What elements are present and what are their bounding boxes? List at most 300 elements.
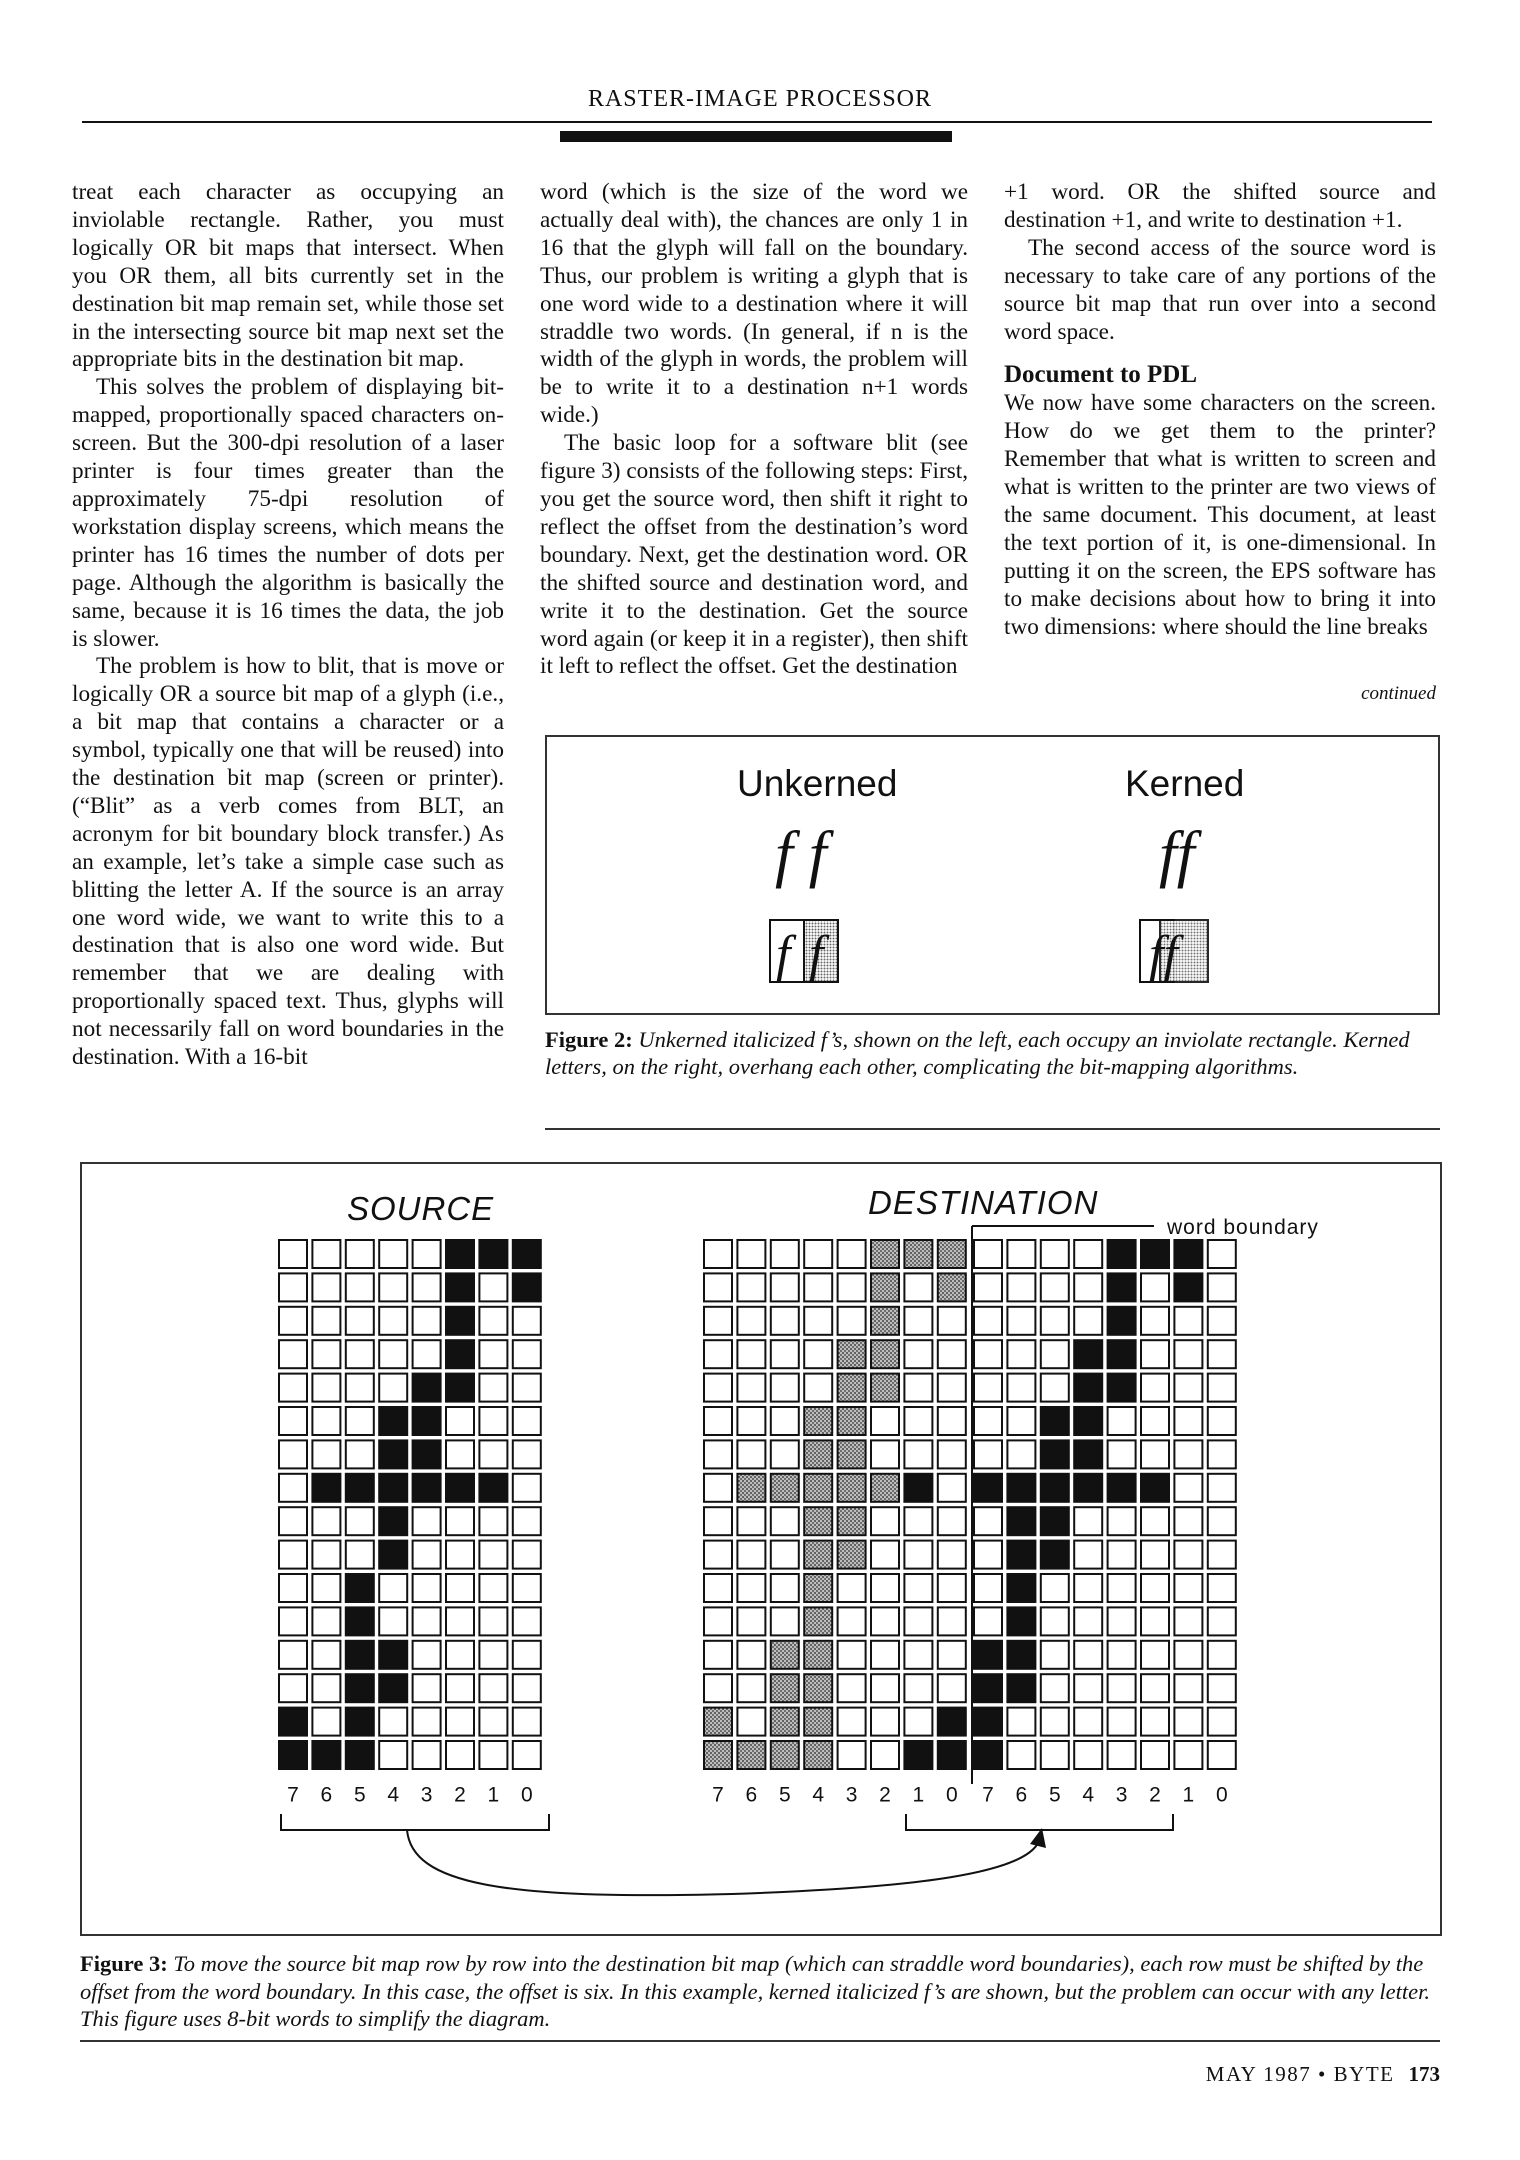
dest-left-bit-cell [938, 1507, 966, 1535]
dest-right-bit-cell [1041, 1374, 1069, 1402]
dest-right-bit-cell [1141, 1240, 1169, 1268]
source-bit-cell [513, 1440, 541, 1468]
source-bit-cell [413, 1240, 441, 1268]
source-bit-cell [513, 1507, 541, 1535]
dest-left-bit-cell [838, 1340, 866, 1368]
dest-right-bit-cell [1041, 1340, 1069, 1368]
dest-right-bit-cell [1041, 1440, 1069, 1468]
dest-left-bit-cell [771, 1541, 799, 1569]
source-bit-cell [312, 1474, 340, 1502]
source-bit-cell [279, 1374, 307, 1402]
dest-right-bit-cell [974, 1641, 1002, 1669]
source-bit-cell [346, 1240, 374, 1268]
source-bit-cell [379, 1407, 407, 1435]
dest-right-bit-cell [1208, 1541, 1236, 1569]
dest-right-bit-cell [1041, 1708, 1069, 1736]
dest-left-bit-cell [938, 1240, 966, 1268]
dest-right-bit-cell [1208, 1240, 1236, 1268]
dest-right-bit-cell [1208, 1307, 1236, 1335]
source-bit-cell [479, 1574, 507, 1602]
continued-label: continued [1361, 683, 1436, 704]
page-number: 173 [1408, 2062, 1440, 2086]
source-bit-cell [446, 1474, 474, 1502]
dest-left-bit-cell [804, 1374, 832, 1402]
dest-right-bit-cell [1141, 1273, 1169, 1301]
dest-right-bit-cell [1208, 1374, 1236, 1402]
dest-right-bit-cell [1208, 1607, 1236, 1635]
source-bit-cell [279, 1574, 307, 1602]
dest-left-bit-cell [938, 1307, 966, 1335]
dest-left-bit-cell [737, 1607, 765, 1635]
bit-index-label: 4 [1082, 1783, 1095, 1807]
bit-index-label: 6 [320, 1783, 333, 1807]
dest-left-bit-cell [704, 1607, 732, 1635]
caption-text: To move the source bit map row by row into the destination bit map (which can straddle word boundaries), each row must be shifted by the offset from the word boundary. In this case, the offset is six. In this example, kerned italicized f’s are shown, but the problem can occur with any letter. This figure uses 8-bit words to simplify the diagram. [80, 1951, 1431, 2031]
dest-left-bit-cell [804, 1574, 832, 1602]
dest-right-bit-cell [1108, 1674, 1136, 1702]
paragraph: The problem is how to blit, that is move or logically OR a source bit map of a glyph (i.e., a bit map that contains a character or a symbol, typically one that will be reused) into the destination bit map (screen or printer). (“Blit” as a verb comes from BLT, an acronym for bit boundary block transfer.) As an example, let’s take a simple case such as blitting the letter A. If the source is an array one word wide, we want to write this to a destination that is also one word wide. But remember that we are dealing with proportionally spaced text. Thus, glyphs will not necessarily fall on word boundaries in the destination. With a 16-bit [72, 653, 504, 1071]
dest-right-bit-cell [1074, 1307, 1102, 1335]
source-bit-cell [312, 1374, 340, 1402]
dest-right-bit-cell [1041, 1641, 1069, 1669]
dest-right-bit-cell [1141, 1407, 1169, 1435]
svg-text:f: f [809, 926, 824, 983]
dest-right-bit-cell [974, 1340, 1002, 1368]
source-bit-cell [312, 1674, 340, 1702]
source-bit-cell [379, 1374, 407, 1402]
dest-left-bit-cell [904, 1574, 932, 1602]
dest-left-bit-cell [904, 1340, 932, 1368]
source-bit-cell [312, 1440, 340, 1468]
dest-right-bit-cell [1074, 1607, 1102, 1635]
source-bit-cell [479, 1541, 507, 1569]
dest-left-bit-cell [704, 1273, 732, 1301]
source-bit-cell [479, 1708, 507, 1736]
dest-left-bit-cell [704, 1541, 732, 1569]
paragraph: word (which is the size of the word we actually deal with), the chances are only 1 in 16 that the glyph will fall on the boundary. Thus, our problem is writing a glyph that is one word wide to a destination where it will straddle two words. (In general, if n is the width of the glyph in words, the problem will be to write it to a destination n+1 words wide.) [540, 179, 968, 429]
source-bit-cell [479, 1240, 507, 1268]
source-bit-cell [479, 1440, 507, 1468]
dest-left-bit-cell [704, 1407, 732, 1435]
dest-left-bit-cell [804, 1440, 832, 1468]
dest-right-bit-cell [1007, 1708, 1035, 1736]
source-bit-cell [446, 1574, 474, 1602]
dest-right-bit-cell [1074, 1273, 1102, 1301]
dest-right-bit-cell [1108, 1273, 1136, 1301]
dest-left-bit-cell [838, 1641, 866, 1669]
dest-right-bit-cell [974, 1574, 1002, 1602]
dest-left-bit-cell [704, 1340, 732, 1368]
dest-left-bit-cell [838, 1607, 866, 1635]
source-bit-cell [479, 1407, 507, 1435]
source-bit-cell [346, 1674, 374, 1702]
bit-index-label: 0 [520, 1783, 533, 1807]
dest-right-bit-cell [1208, 1273, 1236, 1301]
source-bit-cell [346, 1407, 374, 1435]
dest-right-bit-cell [1074, 1240, 1102, 1268]
dest-left-bit-cell [838, 1708, 866, 1736]
source-bit-cell [479, 1474, 507, 1502]
dest-left-bit-cell [804, 1674, 832, 1702]
source-bit-cell [513, 1273, 541, 1301]
source-bit-cell [479, 1273, 507, 1301]
source-bit-cell [312, 1641, 340, 1669]
source-bit-cell [446, 1507, 474, 1535]
dest-right-bit-cell [974, 1474, 1002, 1502]
dest-right-bit-cell [1041, 1741, 1069, 1769]
dest-right-bit-cell [974, 1440, 1002, 1468]
dest-right-bit-cell [1041, 1407, 1069, 1435]
dest-left-bit-cell [871, 1340, 899, 1368]
dest-left-bit-cell [704, 1574, 732, 1602]
source-bit-cell [379, 1440, 407, 1468]
dest-left-bit-cell [871, 1374, 899, 1402]
source-bit-cell [446, 1307, 474, 1335]
source-bit-cell [513, 1340, 541, 1368]
header-bar [560, 131, 952, 142]
source-bit-cell [446, 1607, 474, 1635]
dest-left-bit-cell [737, 1541, 765, 1569]
source-bit-cell [379, 1641, 407, 1669]
source-bit-cell [446, 1541, 474, 1569]
source-bit-cell [379, 1507, 407, 1535]
dest-right-bit-cell [1007, 1741, 1035, 1769]
dest-right-bit-cell [1174, 1240, 1202, 1268]
source-bit-cell [513, 1574, 541, 1602]
dest-left-bit-cell [771, 1374, 799, 1402]
footer-date: MAY 1987 • BYTE [1205, 2062, 1395, 2086]
dest-left-bit-cell [938, 1574, 966, 1602]
source-bit-cell [479, 1607, 507, 1635]
dest-right-bit-cell [1208, 1708, 1236, 1736]
dest-left-bit-cell [838, 1474, 866, 1502]
source-bit-cell [346, 1574, 374, 1602]
source-bit-cell [346, 1307, 374, 1335]
dest-right-bit-cell [1108, 1374, 1136, 1402]
source-bit-cell [346, 1641, 374, 1669]
dest-left-bit-cell [704, 1474, 732, 1502]
source-bit-cell [413, 1407, 441, 1435]
dest-left-bit-cell [904, 1307, 932, 1335]
source-bit-cell [379, 1607, 407, 1635]
source-bit-cell [312, 1574, 340, 1602]
dest-left-bit-cell [838, 1273, 866, 1301]
dest-right-bit-cell [1208, 1641, 1236, 1669]
dest-right-bit-cell [974, 1273, 1002, 1301]
dest-right-bit-cell [1007, 1407, 1035, 1435]
kerned-glyphs: ff [1159, 818, 1195, 889]
dest-right-bit-cell [974, 1607, 1002, 1635]
bit-index-label: 2 [1149, 1783, 1161, 1807]
source-bit-cell [513, 1607, 541, 1635]
dest-right-bit-cell [1041, 1541, 1069, 1569]
dest-left-bit-cell [871, 1674, 899, 1702]
source-bit-cell [513, 1240, 541, 1268]
source-bit-cell [312, 1407, 340, 1435]
dest-left-bit-cell [871, 1474, 899, 1502]
dest-right-bit-cell [1108, 1741, 1136, 1769]
dest-left-bit-cell [838, 1674, 866, 1702]
source-bit-cell [312, 1273, 340, 1301]
dest-left-bit-cell [938, 1674, 966, 1702]
dest-right-bit-cell [1174, 1674, 1202, 1702]
source-bit-cell [446, 1741, 474, 1769]
bit-index-label: 7 [287, 1783, 299, 1807]
dest-right-bit-cell [1174, 1374, 1202, 1402]
dest-right-bit-cell [1174, 1741, 1202, 1769]
dest-right-bit-cell [1007, 1574, 1035, 1602]
source-title: SOURCE [347, 1190, 495, 1227]
source-bit-cell [279, 1240, 307, 1268]
source-bit-cell [446, 1641, 474, 1669]
dest-right-bit-cell [1108, 1407, 1136, 1435]
dest-right-bit-cell [1007, 1340, 1035, 1368]
dest-right-bit-cell [1007, 1507, 1035, 1535]
svg-text:ff: ff [1149, 926, 1178, 983]
dest-right-bit-cell [974, 1374, 1002, 1402]
source-bit-cell [513, 1307, 541, 1335]
column-3 [1004, 179, 1436, 642]
dest-right-bit-cell [1007, 1240, 1035, 1268]
source-bit-cell [446, 1708, 474, 1736]
source-bit-cell [446, 1440, 474, 1468]
dest-right-bit-cell [1074, 1541, 1102, 1569]
dest-right-bit-cell [1074, 1641, 1102, 1669]
caption-label: Figure 3: [80, 1951, 168, 1976]
dest-left-bit-cell [938, 1273, 966, 1301]
dest-right-bit-cell [1108, 1340, 1136, 1368]
dest-right-bit-cell [1174, 1507, 1202, 1535]
bit-index-label: 3 [1115, 1783, 1128, 1807]
source-bit-cell [346, 1340, 374, 1368]
dest-right-bit-cell [1074, 1374, 1102, 1402]
source-bit-cell [346, 1541, 374, 1569]
source-bit-cell [379, 1674, 407, 1702]
source-bit-cell [479, 1641, 507, 1669]
source-bit-cell [379, 1541, 407, 1569]
dest-left-bit-cell [771, 1574, 799, 1602]
dest-left-bit-cell [904, 1374, 932, 1402]
dest-right-bit-cell [1174, 1340, 1202, 1368]
source-bit-cell [413, 1674, 441, 1702]
dest-left-bit-cell [771, 1440, 799, 1468]
dest-left-bit-cell [771, 1340, 799, 1368]
figure-3-caption [80, 1950, 1440, 2033]
source-bit-cell [513, 1708, 541, 1736]
dest-left-bit-cell [838, 1374, 866, 1402]
dest-right-bit-cell [1108, 1708, 1136, 1736]
figure-3 [80, 1162, 1442, 1936]
paragraph: We now have some characters on the screen. How do we get them to the printer? Remember that what is written to screen and what is written to the printer are two views of the same document. This document, at least the text portion of it, is one-dimensional. In putting it on the screen, the EPS software has to make decisions about how to bring it into two dimensions: where should the line breaks [1004, 390, 1436, 640]
dest-right-bit-cell [1041, 1674, 1069, 1702]
dest-left-bit-cell [737, 1307, 765, 1335]
caption-label: Figure 2: [545, 1027, 633, 1052]
dest-right-bit-cell [1041, 1273, 1069, 1301]
dest-left-bit-cell [737, 1474, 765, 1502]
destination-title: DESTINATION [868, 1184, 1099, 1221]
source-bit-cell [479, 1340, 507, 1368]
source-bit-cell [413, 1273, 441, 1301]
dest-right-bit-cell [1074, 1440, 1102, 1468]
dest-right-bit-cell [1074, 1407, 1102, 1435]
source-bit-cell [379, 1474, 407, 1502]
dest-left-bit-cell [838, 1407, 866, 1435]
source-bit-cell [312, 1708, 340, 1736]
source-bit-cell [279, 1507, 307, 1535]
dest-left-bit-cell [804, 1407, 832, 1435]
dest-left-bit-cell [771, 1307, 799, 1335]
dest-left-bit-cell [938, 1474, 966, 1502]
paragraph: The second access of the source word is necessary to take care of any portions of the source bit map that run over into a second word space. [1004, 234, 1436, 345]
dest-right-bit-cell [1041, 1574, 1069, 1602]
source-bit-cell [513, 1741, 541, 1769]
dest-left-bit-cell [804, 1340, 832, 1368]
bit-index-label: 1 [1182, 1783, 1195, 1807]
dest-left-bit-cell [904, 1708, 932, 1736]
dest-left-bit-cell [704, 1374, 732, 1402]
source-bit-cell [312, 1541, 340, 1569]
bit-index-label: 1 [912, 1783, 925, 1807]
dest-left-bit-cell [938, 1708, 966, 1736]
dest-right-bit-cell [1074, 1507, 1102, 1535]
source-bit-cell [312, 1607, 340, 1635]
source-bit-cell [346, 1708, 374, 1736]
dest-left-bit-cell [838, 1240, 866, 1268]
dest-left-bit-cell [737, 1374, 765, 1402]
source-bit-cell [346, 1507, 374, 1535]
dest-left-bit-cell [871, 1741, 899, 1769]
dest-right-bit-cell [1208, 1440, 1236, 1468]
dest-left-bit-cell [904, 1507, 932, 1535]
source-bit-cell [413, 1374, 441, 1402]
bit-index-label: 5 [1048, 1783, 1061, 1807]
dest-left-bit-cell [737, 1273, 765, 1301]
dest-right-bit-cell [1108, 1474, 1136, 1502]
dest-left-bit-cell [737, 1240, 765, 1268]
dest-right-bit-cell [1208, 1741, 1236, 1769]
source-bit-cell [379, 1741, 407, 1769]
source-bit-cell [479, 1674, 507, 1702]
dest-left-bit-cell [704, 1507, 732, 1535]
dest-right-bit-cell [1174, 1607, 1202, 1635]
dest-right-bit-cell [1208, 1574, 1236, 1602]
bit-index-label: 7 [982, 1783, 994, 1807]
dest-right-bit-cell [1174, 1574, 1202, 1602]
dest-left-bit-cell [771, 1741, 799, 1769]
dest-right-bit-cell [1007, 1541, 1035, 1569]
dest-left-bit-cell [771, 1407, 799, 1435]
dest-right-bit-cell [1141, 1340, 1169, 1368]
dest-left-bit-cell [871, 1641, 899, 1669]
dest-right-bit-cell [1174, 1307, 1202, 1335]
source-bit-cell [279, 1440, 307, 1468]
dest-left-bit-cell [804, 1741, 832, 1769]
source-bracket [281, 1814, 549, 1830]
column-2 [540, 179, 968, 681]
dest-left-bit-cell [871, 1708, 899, 1736]
dest-right-bit-cell [1007, 1273, 1035, 1301]
source-bit-cell [279, 1674, 307, 1702]
source-bit-cell [479, 1374, 507, 1402]
dest-left-bit-cell [771, 1507, 799, 1535]
shift-arrow [407, 1830, 1040, 1895]
source-bit-cell [513, 1374, 541, 1402]
source-bit-cell [413, 1741, 441, 1769]
source-bit-cell [413, 1641, 441, 1669]
dest-left-bit-cell [737, 1507, 765, 1535]
dest-right-bit-cell [1108, 1607, 1136, 1635]
source-bit-cell [379, 1273, 407, 1301]
dest-left-bit-cell [771, 1474, 799, 1502]
source-bit-cell [346, 1273, 374, 1301]
source-bit-cell [279, 1708, 307, 1736]
source-bit-cell [312, 1340, 340, 1368]
dest-left-bit-cell [938, 1641, 966, 1669]
dest-left-bit-cell [771, 1240, 799, 1268]
source-bit-cell [379, 1240, 407, 1268]
source-bit-cell [279, 1641, 307, 1669]
source-bit-cell [279, 1741, 307, 1769]
dest-left-bit-cell [804, 1507, 832, 1535]
bit-index-label: 0 [1215, 1783, 1228, 1807]
source-bit-cell [446, 1374, 474, 1402]
dest-right-bit-cell [1074, 1574, 1102, 1602]
dest-right-bit-cell [974, 1240, 1002, 1268]
source-bit-cell [346, 1440, 374, 1468]
dest-left-bit-cell [871, 1273, 899, 1301]
dest-right-bit-cell [1174, 1641, 1202, 1669]
dest-right-bit-cell [1141, 1674, 1169, 1702]
dest-right-bit-cell [1141, 1541, 1169, 1569]
dest-right-bit-cell [1174, 1273, 1202, 1301]
dest-right-bit-cell [1041, 1240, 1069, 1268]
dest-left-bit-cell [704, 1674, 732, 1702]
paragraph: The basic loop for a software blit (see figure 3) consists of the following steps: First, you get the source word, then shift it right to reflect the offset from the destination’s word boundary. Next, get the destination word. OR the shifted source and destination word, and write it to the destination. Get the source word again (or keep it in a register), then shift it left to reflect the offset. Get the destination [540, 430, 968, 680]
dest-left-bit-cell [704, 1440, 732, 1468]
dest-right-bit-cell [1174, 1708, 1202, 1736]
column-1 [72, 179, 504, 1072]
dest-left-bit-cell [737, 1674, 765, 1702]
dest-right-bit-cell [1108, 1641, 1136, 1669]
figure-2-caption [545, 1026, 1435, 1080]
source-bit-cell [413, 1340, 441, 1368]
source-bit-cell [413, 1708, 441, 1736]
dest-left-bit-cell [838, 1307, 866, 1335]
dest-left-bit-cell [904, 1607, 932, 1635]
source-bit-cell [479, 1741, 507, 1769]
dest-right-bit-cell [1174, 1474, 1202, 1502]
dest-right-bit-cell [1041, 1474, 1069, 1502]
dest-right-bit-cell [1074, 1340, 1102, 1368]
kerned-label: Kerned [1125, 763, 1245, 804]
dest-right-bit-cell [1007, 1474, 1035, 1502]
dest-left-bit-cell [938, 1440, 966, 1468]
dest-left-bit-cell [771, 1674, 799, 1702]
source-bit-cell [413, 1507, 441, 1535]
svg-text:f: f [776, 926, 791, 983]
dest-left-bit-cell [871, 1507, 899, 1535]
bit-index-label: 6 [745, 1783, 758, 1807]
source-bit-cell [346, 1607, 374, 1635]
source-bit-cell [279, 1307, 307, 1335]
dest-right-bit-cell [1007, 1440, 1035, 1468]
source-bit-cell [513, 1641, 541, 1669]
bit-index-label: 6 [1015, 1783, 1028, 1807]
dest-left-bit-cell [904, 1741, 932, 1769]
dest-right-bit-cell [1074, 1674, 1102, 1702]
source-bit-cell [413, 1474, 441, 1502]
dest-left-bit-cell [737, 1407, 765, 1435]
